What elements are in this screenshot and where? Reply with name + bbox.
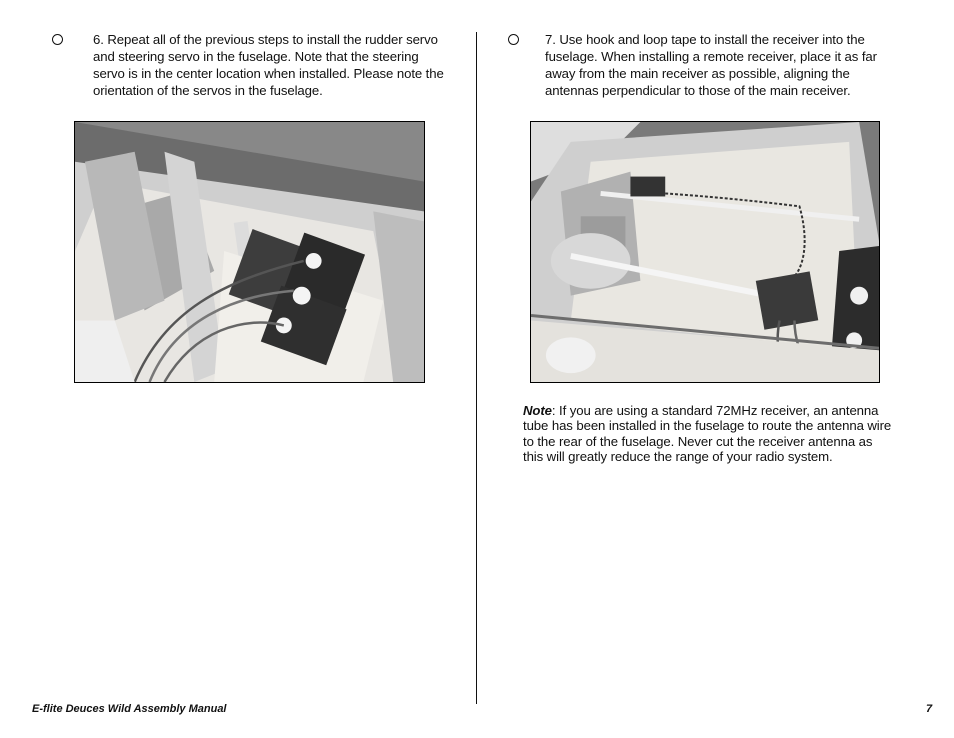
page-number: 7 xyxy=(926,703,933,715)
servo-installation-photo xyxy=(74,121,425,383)
note-label: Note xyxy=(523,403,552,418)
column-divider xyxy=(476,32,477,704)
step-7 xyxy=(508,31,904,99)
checkbox-circle-icon[interactable] xyxy=(52,34,63,45)
step-6 xyxy=(52,31,444,99)
step-6-text: 6. Repeat all of the previous steps to install the rudder servo and steering servo in the fuselage. Note that the steering servo is in the center location when installed. Please note the orientation of the servos in the fuselage. xyxy=(93,32,444,98)
note-text: : If you are using a standard 72MHz receiver, an antenna tube has been installed in the fuselage to route the antenna wire to the rear of the fuselage. Never cut the receiver antenna as this will greatly reduce the range of your radio system. xyxy=(523,403,892,464)
checkbox-circle-icon[interactable] xyxy=(508,34,519,45)
step-7-text: 7. Use hook and loop tape to install the receiver into the fuselage. When installing a remote receiver, place it as far away from the main receiver as possible, aligning the antennas perpendicular to those of the main receiver. xyxy=(545,32,877,98)
receiver-installation-photo xyxy=(530,121,880,383)
note-paragraph xyxy=(523,403,893,464)
footer-title: E-flite Deuces Wild Assembly Manual xyxy=(32,703,227,715)
